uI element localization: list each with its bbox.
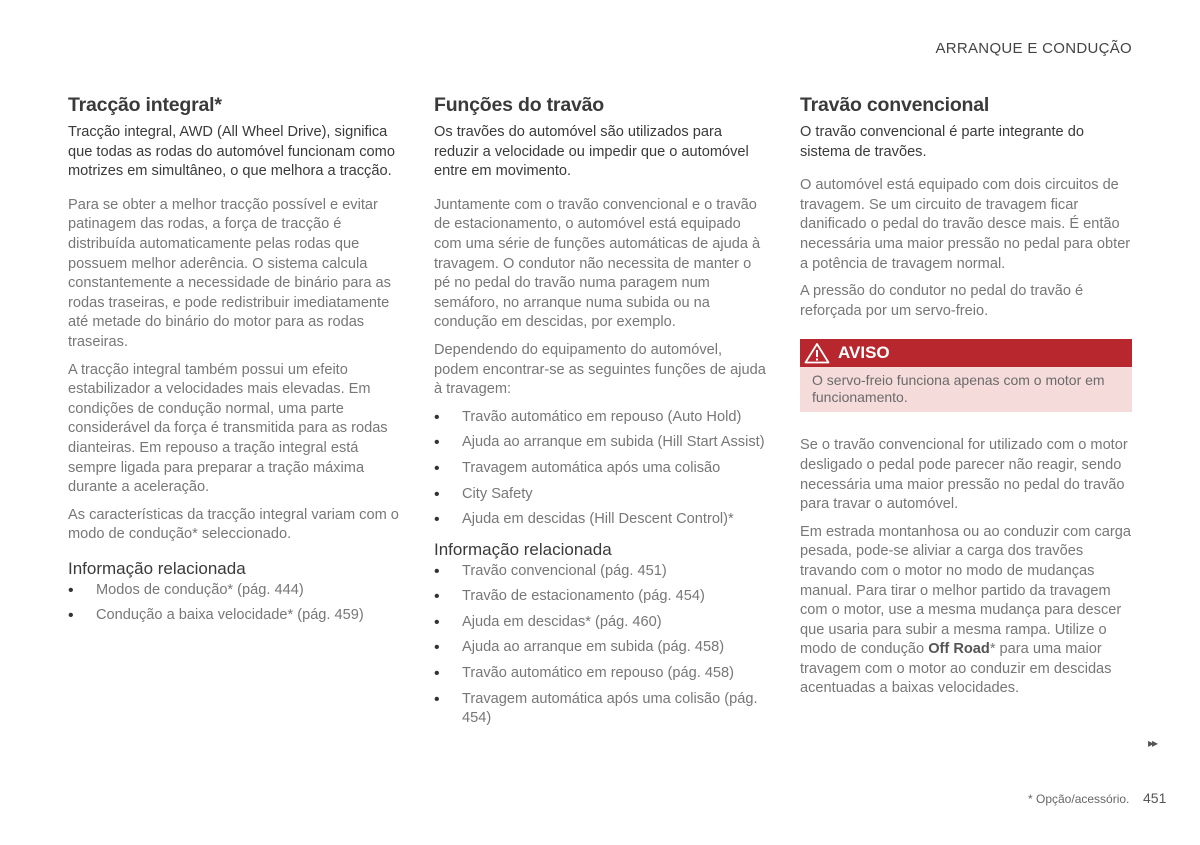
list-item: • Travagem automática após uma colisão [434,459,766,479]
list-item: • Ajuda em descidas (Hill Descent Control)* [434,510,766,530]
related-link[interactable]: • Ajuda em descidas* (pág. 460) [434,613,766,633]
text-segment: * para uma maior travagem com o motor ao conduzir em descidas acentuadas a baixas velocidades. [800,641,1112,697]
related-link[interactable]: • Travão convencional (pág. 451) [434,562,766,582]
related-link[interactable]: • Ajuda ao arranque em subida (pág. 458) [434,638,766,658]
column-conventional-brake [800,94,1132,707]
related-list [434,562,766,729]
heading-conventional-brake: Travão convencional [800,94,990,116]
body-paragraph: Se o travão convencional for utilizado com o motor desligado o pedal pode parecer não reagir, sendo necessária uma maior pressão no pedal do travão para travar o automóvel. [800,437,1128,513]
text-segment: Em estrada montanhosa ou ao conduzir com carga pesada, pode-se aliviar a carga dos travões travando com o motor no modo de mudanças manual. Para tirar o melhor partido da travagem com o motor, use a mesma mudança para descer que usaria para subir a mesma rampa. Utilize o modo de condução [800,523,1131,658]
page-number: 451 [1143,790,1167,806]
related-link[interactable]: • Condução a baixa velocidade* (pág. 459) [68,606,400,626]
warning-text: O servo-freio funciona apenas com o motor em funcionamento. [800,367,1132,412]
list-item: • Ajuda ao arranque em subida (Hill Start Assist) [434,433,766,453]
body-paragraph: A pressão do condutor no pedal do travão é reforçada por um servo-freio. [800,283,1084,319]
heading-awd: Tracção integral* [68,94,222,116]
list-item: • Travão automático em repouso (Auto Hold) [434,408,766,428]
heading-brake-functions: Funções do travão [434,94,604,116]
body-paragraph [800,523,1132,699]
warning-triangle-icon [804,342,830,364]
body-paragraph: Para se obter a melhor tracção possível e evitar patinagem das rodas, a força de tracção é distribuída automaticamente pelas rodas que possuem melhor aderência. O sistema calcula constantemente a necessidade de binário para as rodas traseiras, e pode redistribuir imediatamente até metade do binário do motor para as rodas traseiras. [68,196,391,350]
related-link[interactable]: • Travagem automática após uma colisão (pág. 454) [434,690,766,729]
related-list [68,581,400,626]
related-info-heading: Informação relacionada [68,558,246,578]
related-link[interactable]: • Modos de condução* (pág. 444) [68,581,400,601]
related-info-heading: Informação relacionada [434,539,612,559]
body-paragraph: O automóvel está equipado com dois circuitos de travagem. Se um circuito de travagem ficar danificado o pedal do travão desce mais. É então necessária uma maior pressão no pedal para obter a potência de travagem normal. [800,177,1131,272]
intro-paragraph: O travão convencional é parte integrante do sistema de travões. [800,124,1084,160]
warning-box [800,339,1132,412]
column-brake-functions [434,94,766,735]
intro-paragraph: Tracção integral, AWD (All Wheel Drive), significa que todas as rodas do automóvel funcionam como motrizes em simultâneo, o que melhora a tracção. [68,124,395,180]
warning-header [800,339,1132,367]
body-paragraph: A tracção integral também possui um efeito estabilizador a velocidades mais elevadas. Em condições de condução normal, uma parte considerável da força é transmitida para as rodas dianteiras. Em repouso a tração integral está sempre ligada para preparar a tração máxima durante a aceleração. [68,361,388,496]
intro-paragraph: Os travões do automóvel são utilizados para reduzir a velocidade ou impedir que o automóvel entre em movimento. [434,124,749,180]
related-link[interactable]: • Travão de estacionamento (pág. 454) [434,587,766,607]
related-link[interactable]: • Travão automático em repouso (pág. 458) [434,664,766,684]
brake-functions-list [434,408,766,530]
footnote: * Opção/acessório. [1028,792,1130,806]
body-paragraph: As características da tracção integral variam com o modo de condução* seleccionado. [68,506,399,543]
list-item: • City Safety [434,485,766,505]
continue-arrows-icon: ▸▸ [1148,736,1157,750]
body-paragraph: Dependendo do equipamento do automóvel, podem encontrar-se as seguintes funções de ajuda à travagem: [434,341,766,398]
section-title: ARRANQUE E CONDUÇÃO [935,40,1132,57]
body-paragraph: Juntamente com o travão convencional e o travão de estacionamento, o automóvel está equipado com uma série de funções automáticas de ajuda à travagem. O condutor não necessita de manter o pé no pedal do travão numa paragem num semáforo, no arranque numa subida ou na condução em descidas, por exemplo. [434,196,761,331]
column-awd [68,94,400,632]
off-road-mode-label: Off Road [928,641,990,658]
warning-title: AVISO [838,343,890,363]
